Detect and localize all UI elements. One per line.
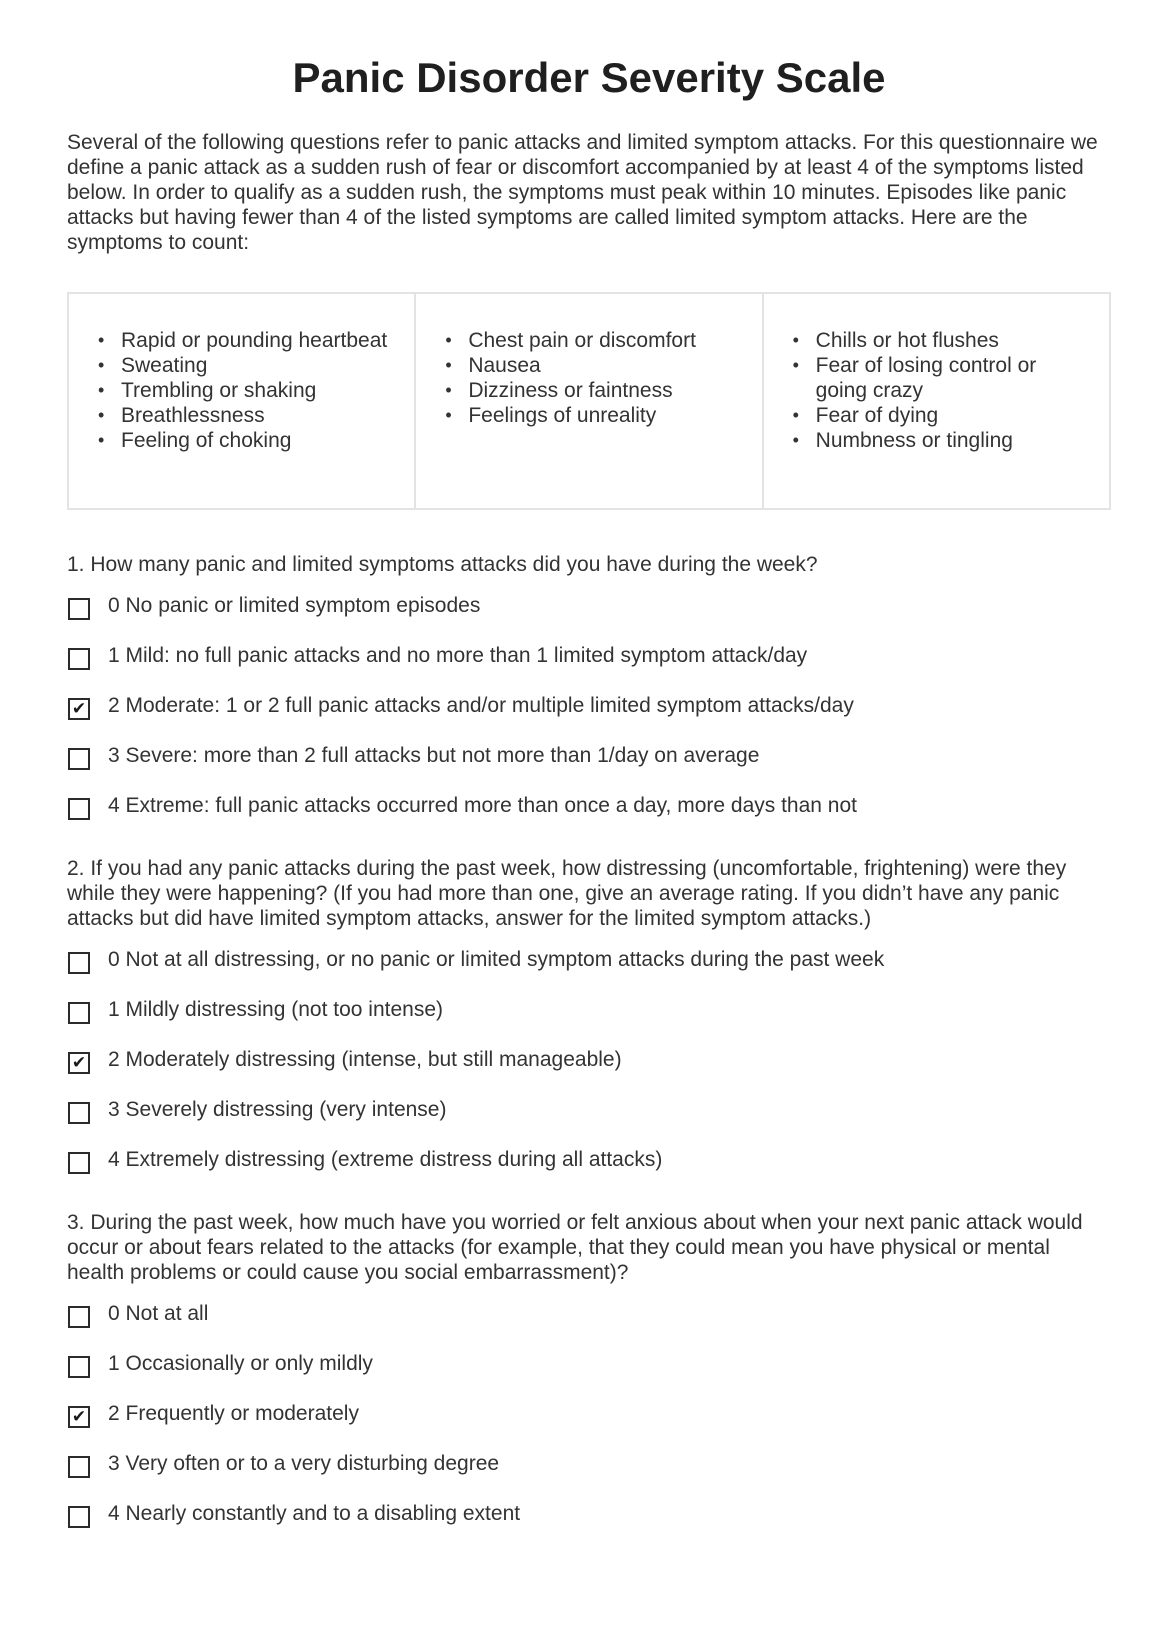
bullet-icon: •: [98, 330, 105, 350]
symptom-label: Fear of dying: [815, 404, 939, 427]
symptom-item: [791, 428, 1089, 453]
intro-paragraph: Several of the following questions refer to panic attacks and limited symptom attacks. For this questionnaire we define a panic attack as a sudden rush of fear or discomfort accompanied by at least 4 of the symptoms listed below. In order to qualify as a sudden rush, the symptoms must peak within 10 minutes. Episodes like panic attacks but having fewer than 4 of the listed symptoms are called limited symptom attacks. Here are the symptoms to count:: [67, 131, 1098, 254]
symptom-item: [443, 378, 741, 403]
answer-option[interactable]: [67, 1452, 1111, 1502]
checkbox[interactable]: [68, 748, 90, 770]
question-3-options: [67, 1302, 1111, 1552]
option-label: 1 Mildly distressing (not too intense): [108, 998, 443, 1021]
document-page: [67, 0, 1111, 1552]
bullet-icon: •: [792, 430, 799, 450]
option-label: 4 Extreme: full panic attacks occurred more than once a day, more days than not: [108, 794, 857, 817]
symptom-label: Chills or hot flushes: [815, 329, 999, 352]
answer-option[interactable]: [67, 594, 1111, 644]
symptom-item: [96, 403, 394, 428]
answer-option[interactable]: [67, 948, 1111, 998]
question-1-text: 1. How many panic and limited symptoms attacks did you have during the week?: [67, 553, 818, 576]
symptom-label: Numbness or tingling: [815, 429, 1013, 452]
question-3-text: 3. During the past week, how much have you worried or felt anxious about when your next panic attack would occur or about fears related to the attacks (for example, that they could mean you have physical or mental health problems or could cause you social embarrassment)?: [67, 1211, 1083, 1284]
symptom-item: [96, 328, 394, 353]
symptom-item: [791, 353, 1089, 403]
option-label: 0 No panic or limited symptom episodes: [108, 594, 481, 617]
bullet-icon: •: [98, 380, 105, 400]
bullet-icon: •: [792, 355, 799, 375]
symptom-item: [791, 403, 1089, 428]
checkbox[interactable]: [68, 1152, 90, 1174]
answer-option[interactable]: [67, 1148, 1111, 1198]
bullet-icon: •: [98, 355, 105, 375]
checkbox[interactable]: [68, 798, 90, 820]
symptom-item: [791, 328, 1089, 353]
option-label: 1 Mild: no full panic attacks and no more than 1 limited symptom attack/day: [108, 644, 808, 667]
bullet-icon: •: [445, 380, 452, 400]
option-label: 3 Severely distressing (very intense): [108, 1098, 447, 1121]
check-icon: ✔: [71, 699, 87, 719]
symptom-item: [443, 353, 741, 378]
answer-option[interactable]: [67, 1402, 1111, 1452]
option-label: 4 Extremely distressing (extreme distress during all attacks): [108, 1148, 663, 1171]
bullet-icon: •: [445, 405, 452, 425]
checkbox[interactable]: [68, 1356, 90, 1378]
answer-option[interactable]: [67, 1302, 1111, 1352]
checkbox[interactable]: [68, 1002, 90, 1024]
option-label: 2 Moderately distressing (intense, but still manageable): [108, 1048, 622, 1071]
question-2-options: [67, 948, 1111, 1198]
option-label: 0 Not at all: [108, 1302, 209, 1325]
symptom-column: [762, 294, 1109, 508]
answer-option[interactable]: [67, 1098, 1111, 1148]
answer-option[interactable]: [67, 1502, 1111, 1552]
symptom-column: [414, 294, 761, 508]
symptom-item: [96, 353, 394, 378]
symptom-item: [96, 428, 394, 453]
answer-option[interactable]: [67, 794, 1111, 844]
bullet-icon: •: [98, 430, 105, 450]
checkbox-checked[interactable]: [68, 698, 90, 720]
option-label: 3 Very often or to a very disturbing degree: [108, 1452, 500, 1475]
symptom-table: [67, 292, 1111, 510]
checkbox[interactable]: [68, 1306, 90, 1328]
checkbox-checked[interactable]: [68, 1406, 90, 1428]
symptom-label: Sweating: [121, 354, 208, 377]
symptom-label: Chest pain or discomfort: [468, 329, 696, 352]
symptom-item: [443, 328, 741, 353]
symptom-list: [443, 328, 741, 428]
symptom-label: Feeling of choking: [121, 429, 292, 452]
symptom-item: [443, 403, 741, 428]
symptom-label: Fear of losing control or going crazy: [815, 354, 1037, 402]
answer-option[interactable]: [67, 1048, 1111, 1098]
bullet-icon: •: [792, 330, 799, 350]
symptom-label: Trembling or shaking: [121, 379, 317, 402]
answer-option[interactable]: [67, 744, 1111, 794]
symptom-label: Nausea: [468, 354, 541, 377]
question-2-text: 2. If you had any panic attacks during the past week, how distressing (uncomfortable, frightening) were they while they were happening? (If you had more than one, give an average rating. If you didn’t have any panic attacks but did have limited symptom attacks, answer for the limited symptom attacks.): [67, 857, 1067, 930]
checkbox[interactable]: [68, 648, 90, 670]
check-icon: ✔: [71, 1053, 87, 1073]
checkbox[interactable]: [68, 952, 90, 974]
symptom-column: [69, 294, 414, 508]
bullet-icon: •: [98, 405, 105, 425]
symptom-label: Breathlessness: [121, 404, 265, 427]
check-icon: ✔: [71, 1407, 87, 1427]
answer-option[interactable]: [67, 998, 1111, 1048]
page-title: Panic Disorder Severity Scale: [292, 54, 886, 101]
checkbox[interactable]: [68, 1102, 90, 1124]
bullet-icon: •: [445, 330, 452, 350]
checkbox-checked[interactable]: [68, 1052, 90, 1074]
symptom-label: Rapid or pounding heartbeat: [121, 329, 388, 352]
option-label: 0 Not at all distressing, or no panic or limited symptom attacks during the past week: [108, 948, 885, 971]
checkbox[interactable]: [68, 1456, 90, 1478]
symptom-list: [96, 328, 394, 453]
answer-option[interactable]: [67, 644, 1111, 694]
bullet-icon: •: [792, 405, 799, 425]
symptom-label: Dizziness or faintness: [468, 379, 673, 402]
option-label: 4 Nearly constantly and to a disabling extent: [108, 1502, 521, 1525]
checkbox[interactable]: [68, 598, 90, 620]
checkbox[interactable]: [68, 1506, 90, 1528]
option-label: 1 Occasionally or only mildly: [108, 1352, 373, 1375]
option-label: 2 Moderate: 1 or 2 full panic attacks and/or multiple limited symptom attacks/day: [108, 694, 854, 717]
symptom-list: [791, 328, 1089, 453]
option-label: 3 Severe: more than 2 full attacks but not more than 1/day on average: [108, 744, 760, 767]
answer-option[interactable]: [67, 694, 1111, 744]
answer-option[interactable]: [67, 1352, 1111, 1402]
bullet-icon: •: [445, 355, 452, 375]
symptom-item: [96, 378, 394, 403]
question-1-options: [67, 594, 1111, 844]
option-label: 2 Frequently or moderately: [108, 1402, 359, 1425]
symptom-label: Feelings of unreality: [468, 404, 657, 427]
